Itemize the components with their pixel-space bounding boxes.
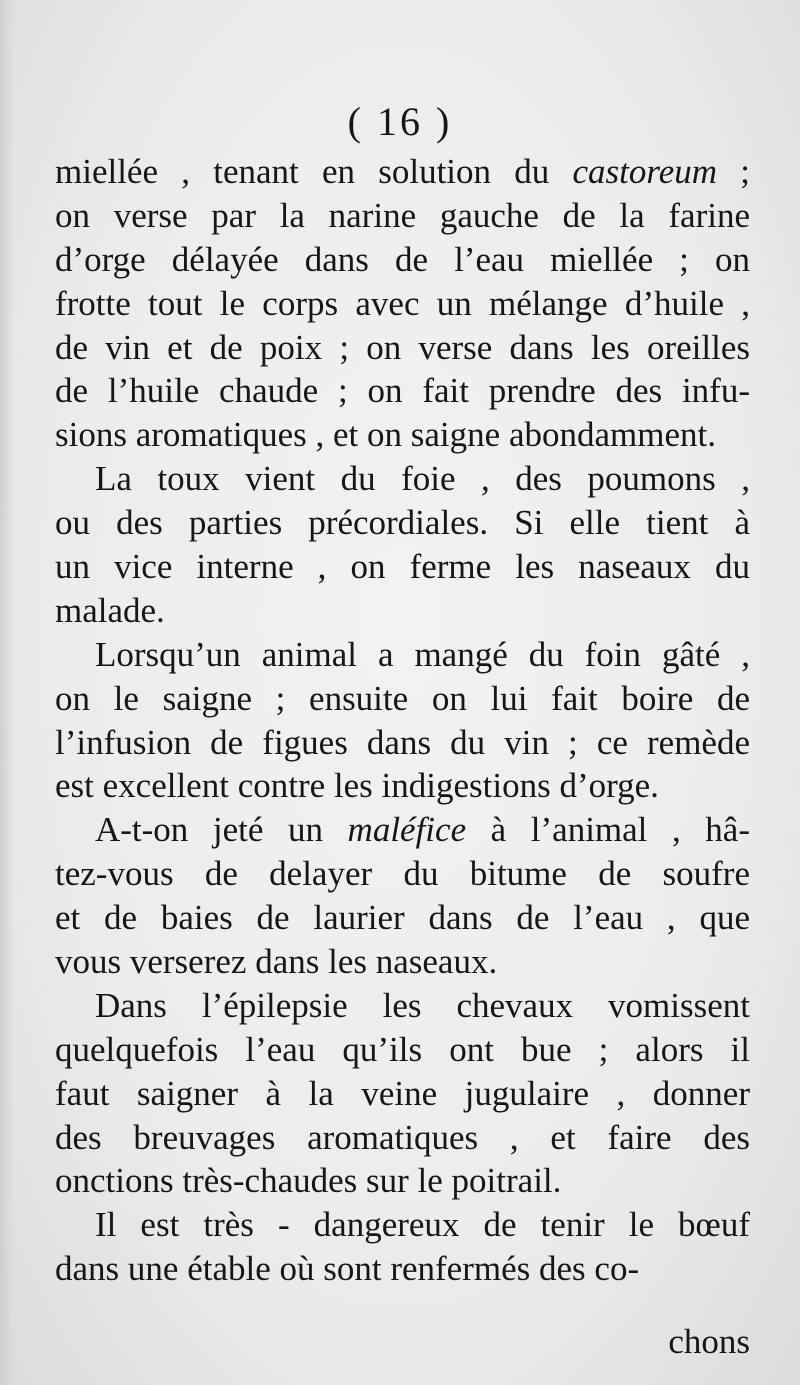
text-run: Lorsqu’un animal a mangé du foin gâté ,: [95, 634, 750, 674]
text-run: Il est très - dangereux de tenir le bœuf: [95, 1205, 750, 1245]
text-run: d’orge délayée dans de l’eau miellée ; on: [55, 239, 750, 279]
text-run: A-t-on jeté un: [95, 810, 348, 850]
paragraph: [55, 457, 750, 633]
paragraph: [55, 984, 750, 1203]
body-text: [55, 150, 750, 1291]
paragraph: [55, 1203, 750, 1291]
text-run: de l’huile chaude ; on fait prendre des infu-: [55, 371, 750, 411]
text-run: Dans l’épilepsie les chevaux vomissent: [95, 985, 750, 1025]
text-line: [55, 896, 750, 940]
text-run: quelquefois l’eau qu’ils ont bue ; alors il: [55, 1029, 750, 1069]
text-line: [55, 940, 750, 984]
text-run: tez-vous de delayer du bitume de soufre: [55, 854, 750, 894]
text-line: [55, 677, 750, 721]
paragraph: [55, 633, 750, 809]
catchword: chons: [668, 1322, 750, 1361]
text-run: ;: [717, 152, 750, 191]
text-run: frotte tout le corps avec un mélange d’huile ,: [55, 283, 750, 323]
text-line: [55, 1116, 750, 1160]
text-line: [55, 326, 750, 370]
text-line: [55, 1247, 750, 1291]
text-line: [55, 1028, 750, 1072]
page-number: ( 16 ): [347, 99, 453, 144]
paragraph: [55, 150, 750, 457]
text-line: [55, 369, 750, 413]
text-run: sions aromatiques , et on saigne abondamment.: [55, 415, 716, 455]
text-run: vous verserez dans les naseaux.: [55, 942, 498, 982]
text-run: ou des parties précordiales. Si elle tient à: [55, 503, 750, 543]
text-line: [55, 413, 750, 457]
text-run: onctions très-chaudes sur le poitrail.: [55, 1161, 562, 1201]
text-line: [55, 194, 750, 238]
text-run: on verse par la narine gauche de la farine: [55, 195, 750, 235]
text-line: [55, 457, 750, 501]
text-run: l’infusion de figues dans du vin ; ce remède: [55, 722, 750, 762]
text-line: [55, 984, 750, 1028]
text-run: faut saigner à la veine jugulaire , donner: [55, 1073, 750, 1113]
text-line: [55, 501, 750, 545]
text-line: [55, 589, 750, 633]
text-line: [55, 852, 750, 896]
text-line: [55, 150, 750, 194]
text-run: un vice interne , on ferme les naseaux du: [55, 547, 750, 587]
italic-term: maléfice: [347, 810, 467, 850]
text-line: [55, 1072, 750, 1116]
text-run: on le saigne ; ensuite on lui fait boire de: [55, 678, 750, 718]
text-run: La toux vient du foie , des poumons ,: [95, 459, 750, 499]
page-edge-shadow: [0, 0, 14, 1385]
text-line: [55, 282, 750, 326]
text-run: à l’animal , hâ-: [466, 810, 750, 850]
text-run: miellée , tenant en solution du: [55, 152, 573, 191]
text-run: des breuvages aromatiques , et faire des: [55, 1117, 750, 1157]
text-line: [55, 808, 750, 852]
paragraph: [55, 808, 750, 984]
text-line: [55, 545, 750, 589]
text-line: [55, 1159, 750, 1203]
text-run: est excellent contre les indigestions d’orge.: [55, 766, 659, 806]
text-run: dans une étable où sont renfermés des co-: [55, 1249, 640, 1289]
italic-term: castoreum: [572, 152, 718, 191]
text-run: et de baies de laurier dans de l’eau , que: [55, 898, 750, 938]
text-line: [55, 721, 750, 765]
text-run: malade.: [55, 590, 165, 630]
text-line: [55, 764, 750, 808]
text-line: [55, 238, 750, 282]
text-line: [55, 1203, 750, 1247]
text-line: [55, 633, 750, 677]
text-run: de vin et de poix ; on verse dans les oreilles: [55, 327, 750, 367]
